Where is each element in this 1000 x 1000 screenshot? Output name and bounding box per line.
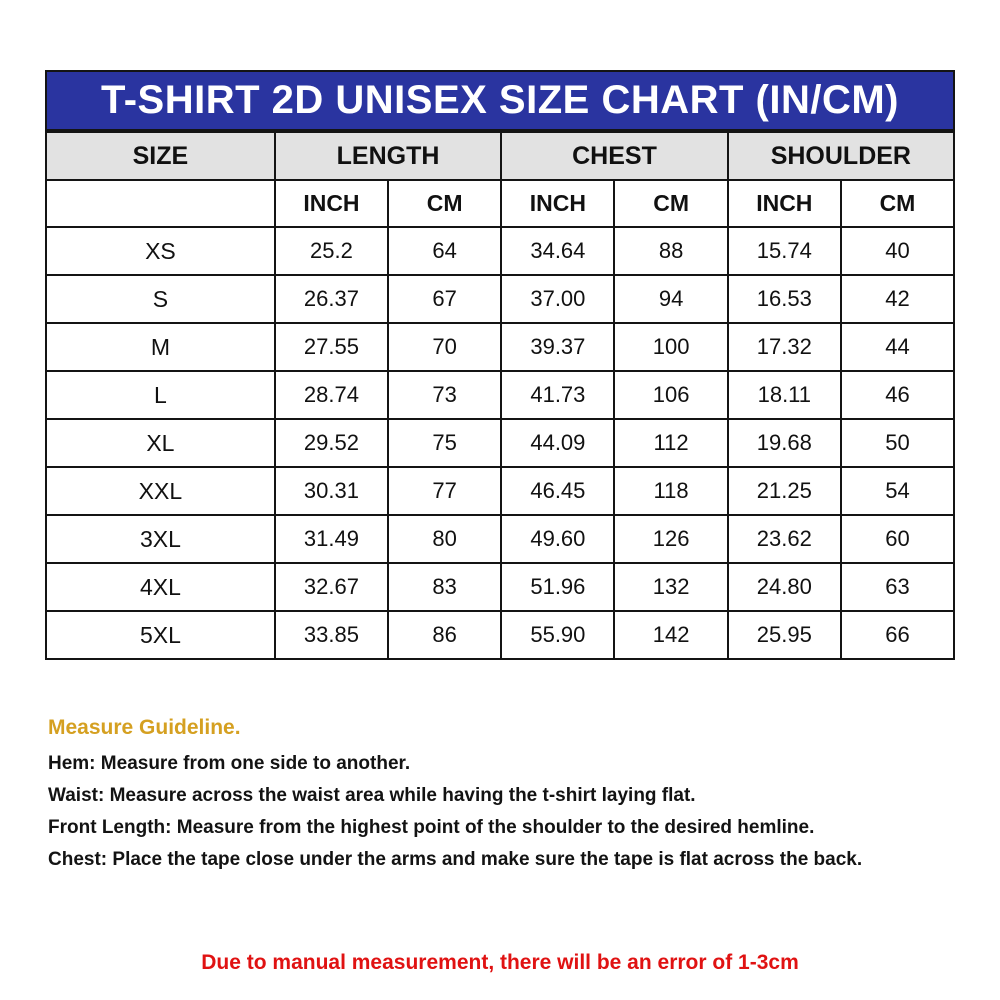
chest-inch-cell: 46.45 bbox=[501, 467, 614, 515]
guideline-waist-label: Waist: bbox=[48, 785, 105, 806]
measurement-error-note: Due to manual measurement, there will be an error of 1-3cm bbox=[201, 951, 799, 974]
length-inch-cell: 29.52 bbox=[275, 419, 388, 467]
shoulder-cm-cell: 44 bbox=[841, 323, 954, 371]
size-table bbox=[45, 131, 955, 660]
size-cell: M bbox=[46, 323, 275, 371]
shoulder-cm-cell: 63 bbox=[841, 563, 954, 611]
size-cell: 3XL bbox=[46, 515, 275, 563]
unit-header-chest-cm: CM bbox=[614, 180, 727, 227]
shoulder-cm-cell: 54 bbox=[841, 467, 954, 515]
length-inch-cell: 33.85 bbox=[275, 611, 388, 659]
guideline-hem bbox=[48, 754, 955, 773]
shoulder-inch-cell: 24.80 bbox=[728, 563, 841, 611]
shoulder-cm-cell: 50 bbox=[841, 419, 954, 467]
chest-inch-cell: 49.60 bbox=[501, 515, 614, 563]
guideline-hem-label: Hem: bbox=[48, 753, 96, 774]
length-cm-cell: 64 bbox=[388, 227, 501, 275]
chest-inch-cell: 44.09 bbox=[501, 419, 614, 467]
shoulder-cm-cell: 46 bbox=[841, 371, 954, 419]
length-cm-cell: 86 bbox=[388, 611, 501, 659]
length-inch-cell: 27.55 bbox=[275, 323, 388, 371]
length-cm-cell: 83 bbox=[388, 563, 501, 611]
chest-cm-cell: 118 bbox=[614, 467, 727, 515]
unit-header-length-inch: INCH bbox=[275, 180, 388, 227]
length-inch-cell: 26.37 bbox=[275, 275, 388, 323]
guideline-front-length-text: Measure from the highest point of the shoulder to the desired hemline. bbox=[171, 817, 815, 838]
column-header-chest: CHEST bbox=[501, 132, 727, 180]
length-inch-cell: 25.2 bbox=[275, 227, 388, 275]
chart-title: T-SHIRT 2D UNISEX SIZE CHART (IN/CM) bbox=[100, 78, 900, 122]
table-row-l bbox=[46, 371, 954, 419]
chart-title-banner bbox=[45, 70, 955, 131]
table-row-s bbox=[46, 275, 954, 323]
shoulder-inch-cell: 25.95 bbox=[728, 611, 841, 659]
length-inch-cell: 30.31 bbox=[275, 467, 388, 515]
unit-header-chest-inch: INCH bbox=[501, 180, 614, 227]
length-cm-cell: 73 bbox=[388, 371, 501, 419]
length-inch-cell: 31.49 bbox=[275, 515, 388, 563]
chest-cm-cell: 112 bbox=[614, 419, 727, 467]
shoulder-cm-cell: 66 bbox=[841, 611, 954, 659]
shoulder-inch-cell: 16.53 bbox=[728, 275, 841, 323]
guideline-chest-text: Place the tape close under the arms and make sure the tape is flat across the back. bbox=[107, 849, 863, 870]
unit-header-length-cm: CM bbox=[388, 180, 501, 227]
shoulder-inch-cell: 19.68 bbox=[728, 419, 841, 467]
length-cm-cell: 75 bbox=[388, 419, 501, 467]
column-header-size: SIZE bbox=[46, 132, 275, 180]
length-cm-cell: 67 bbox=[388, 275, 501, 323]
table-row-xxl bbox=[46, 467, 954, 515]
guideline-chest bbox=[48, 850, 955, 869]
group-header-row bbox=[46, 132, 954, 180]
length-cm-cell: 80 bbox=[388, 515, 501, 563]
length-cm-cell: 77 bbox=[388, 467, 501, 515]
table-row-4xl bbox=[46, 563, 954, 611]
chest-cm-cell: 88 bbox=[614, 227, 727, 275]
chest-cm-cell: 132 bbox=[614, 563, 727, 611]
size-cell: L bbox=[46, 371, 275, 419]
chest-cm-cell: 126 bbox=[614, 515, 727, 563]
shoulder-inch-cell: 15.74 bbox=[728, 227, 841, 275]
shoulder-cm-cell: 60 bbox=[841, 515, 954, 563]
table-row-m bbox=[46, 323, 954, 371]
shoulder-inch-cell: 18.11 bbox=[728, 371, 841, 419]
unit-header-shoulder-cm: CM bbox=[841, 180, 954, 227]
size-cell: XXL bbox=[46, 467, 275, 515]
chest-cm-cell: 100 bbox=[614, 323, 727, 371]
guideline-hem-text: Measure from one side to another. bbox=[95, 753, 411, 774]
size-cell: 5XL bbox=[46, 611, 275, 659]
unit-header-shoulder-inch: INCH bbox=[728, 180, 841, 227]
shoulder-cm-cell: 42 bbox=[841, 275, 954, 323]
chest-inch-cell: 55.90 bbox=[501, 611, 614, 659]
guideline-front-length-label: Front Length: bbox=[48, 817, 172, 838]
table-row-3xl bbox=[46, 515, 954, 563]
column-header-shoulder: SHOULDER bbox=[728, 132, 954, 180]
measure-guidelines bbox=[48, 716, 955, 869]
shoulder-inch-cell: 17.32 bbox=[728, 323, 841, 371]
length-inch-cell: 28.74 bbox=[275, 371, 388, 419]
chest-cm-cell: 106 bbox=[614, 371, 727, 419]
column-header-length: LENGTH bbox=[275, 132, 501, 180]
size-cell: XL bbox=[46, 419, 275, 467]
size-cell: XS bbox=[46, 227, 275, 275]
guideline-front-length bbox=[48, 818, 955, 837]
length-cm-cell: 70 bbox=[388, 323, 501, 371]
unit-header-row bbox=[46, 180, 954, 227]
chest-inch-cell: 34.64 bbox=[501, 227, 614, 275]
chest-inch-cell: 51.96 bbox=[501, 563, 614, 611]
table-row-xl bbox=[46, 419, 954, 467]
size-cell: S bbox=[46, 275, 275, 323]
chest-inch-cell: 39.37 bbox=[501, 323, 614, 371]
chest-inch-cell: 37.00 bbox=[501, 275, 614, 323]
table-row-xs bbox=[46, 227, 954, 275]
guideline-chest-label: Chest: bbox=[48, 849, 108, 870]
unit-header-empty bbox=[46, 180, 275, 227]
guidelines-title: Measure Guideline. bbox=[48, 716, 241, 739]
size-cell: 4XL bbox=[46, 563, 275, 611]
guideline-waist bbox=[48, 786, 955, 805]
chest-inch-cell: 41.73 bbox=[501, 371, 614, 419]
length-inch-cell: 32.67 bbox=[275, 563, 388, 611]
size-chart-page bbox=[0, 70, 1000, 1000]
shoulder-inch-cell: 21.25 bbox=[728, 467, 841, 515]
table-row-5xl bbox=[46, 611, 954, 659]
shoulder-cm-cell: 40 bbox=[841, 227, 954, 275]
shoulder-inch-cell: 23.62 bbox=[728, 515, 841, 563]
chest-cm-cell: 94 bbox=[614, 275, 727, 323]
chest-cm-cell: 142 bbox=[614, 611, 727, 659]
guideline-waist-text: Measure across the waist area while having the t-shirt laying flat. bbox=[104, 785, 696, 806]
